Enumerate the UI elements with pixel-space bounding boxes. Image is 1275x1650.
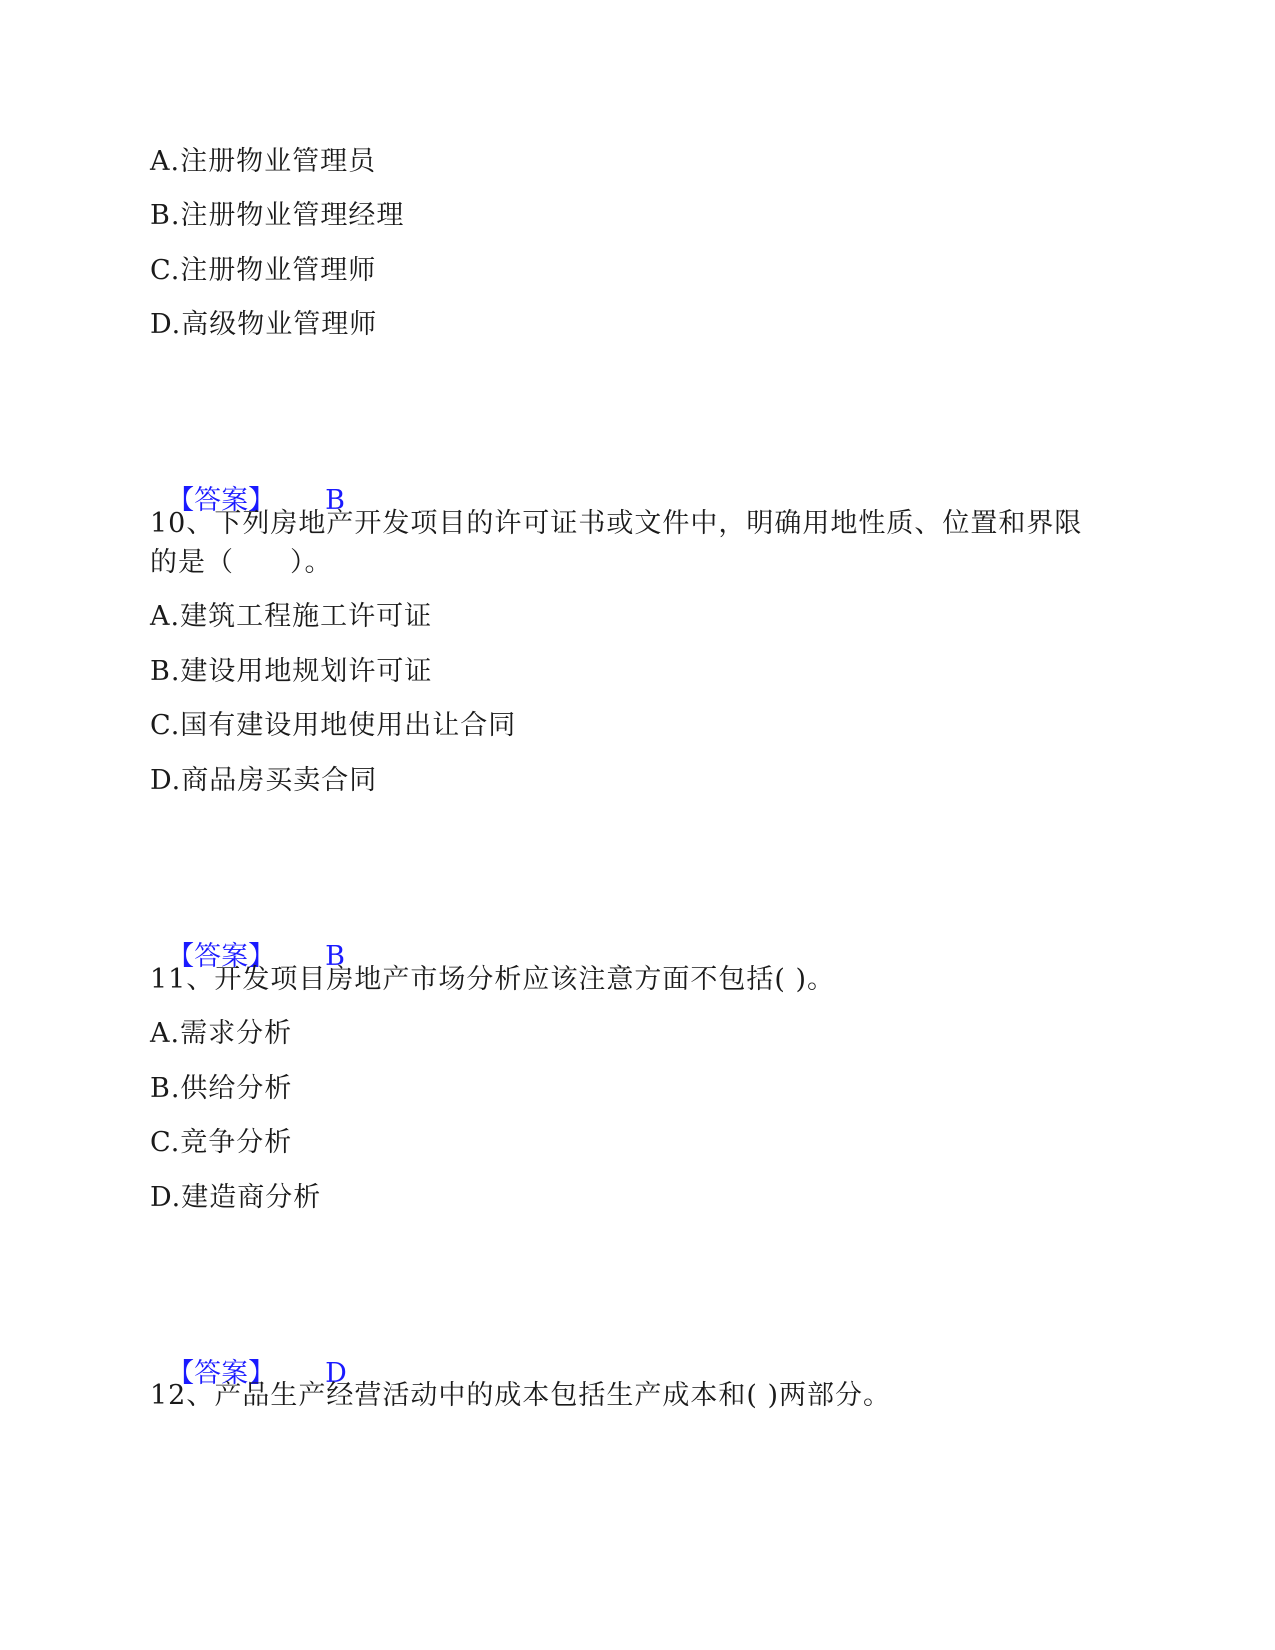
q10-option-c: C.国有建设用地使用出让合同 — [150, 710, 517, 741]
q11-option-d: D.建造商分析 — [150, 1182, 322, 1213]
q11-answer-value: D — [325, 1358, 347, 1389]
q9-answer-label: 【答案】 — [167, 485, 276, 516]
q9-option-c: C.注册物业管理师 — [150, 255, 377, 286]
q10-option-b: B.建设用地规划许可证 — [150, 656, 433, 687]
q11-option-a: A.需求分析 — [150, 1018, 293, 1049]
q10-answer-value: B — [325, 941, 346, 972]
q11-option-b: B.供给分析 — [150, 1073, 293, 1104]
q9-answer-value: B — [325, 485, 346, 516]
q9-option-a: A.注册物业管理员 — [150, 146, 377, 177]
q10-answer-label: 【答案】 — [167, 941, 276, 972]
q10-option-a: A.建筑工程施工许可证 — [150, 601, 433, 632]
q11-option-c: C.竞争分析 — [150, 1127, 293, 1158]
q9-option-b: B.注册物业管理经理 — [150, 200, 405, 231]
q11-answer-label: 【答案】 — [167, 1358, 276, 1389]
q9-option-d: D.高级物业管理师 — [150, 309, 378, 340]
q11-stem: 11、开发项目房地产市场分析应该注意方面不包括( )。 — [150, 964, 836, 995]
q12-stem: 12、产品生产经营活动中的成本包括生产成本和( )两部分。 — [150, 1380, 892, 1411]
q10-option-d: D.商品房买卖合同 — [150, 765, 378, 796]
q10-stem-line1: 10、下列房地产开发项目的许可证书或文件中，明确用地性质、位置和界限 — [150, 508, 1083, 539]
q10-stem-line2: 的是（ ）。 — [150, 547, 333, 578]
